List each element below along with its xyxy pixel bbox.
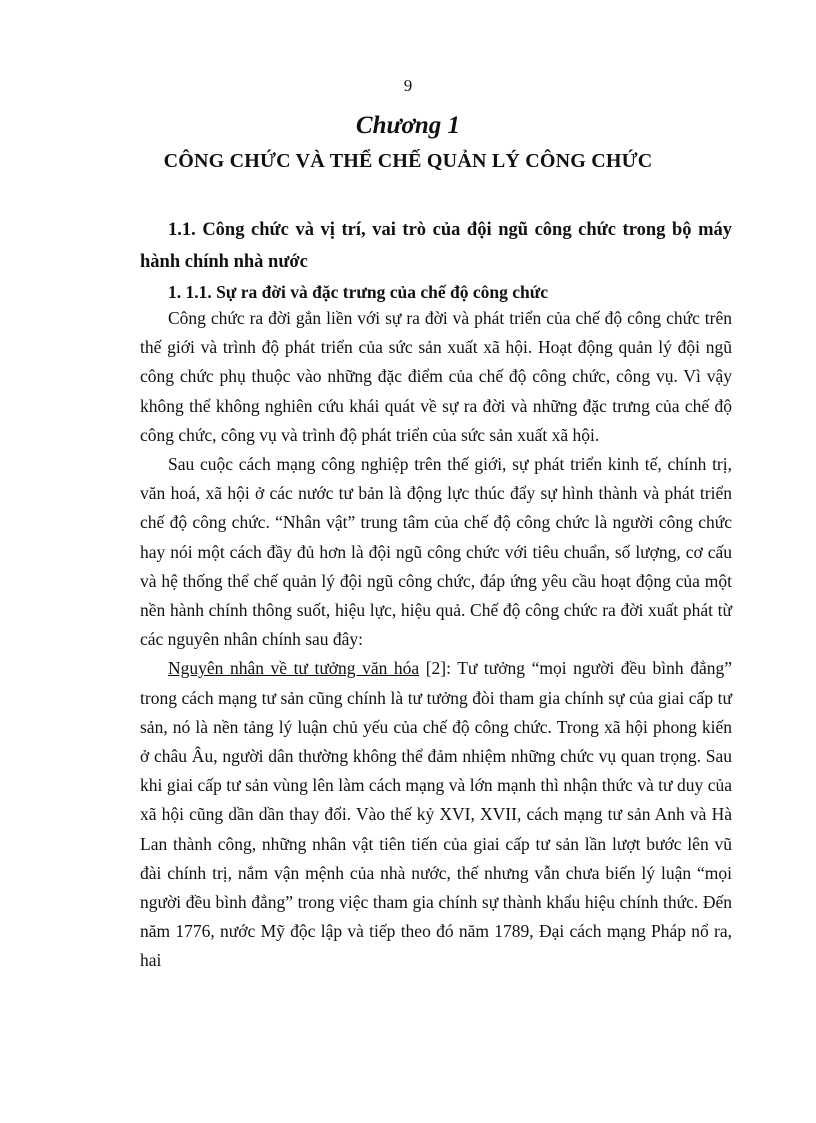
paragraph-text: [2]: Tư tưởng “mọi người đều bình đẳng” trong cách mạng tư sản cũng chính là tư tưởng đòi tham gia chính sự của giai cấp tư sản, nó là nền tảng lý luận chủ yếu của chế độ công chức. Trong xã hội phong kiến ở châu Âu, người dân thường không thể đảm nhiệm những chức vụ quan trọng. Sau khi giai cấp tư sản vùng lên làm cách mạng và lớn mạnh thì nhận thức và tư duy của xã hội cũng dần dần thay đổi. Vào thế kỷ XVI, XVII, cách mạng tư sản Anh và Hà Lan thành công, những nhân vật tiên tiến của giai cấp tư sản lần lượt bước lên vũ đài chính trị, nắm vận mệnh của nhà nước, thế nhưng vẫn chưa biến lý luận “mọi người đều bình đẳng” trong việc tham gia chính sự thành khẩu hiệu chính thức. Đến năm 1776, nước Mỹ độc lập và tiếp theo đó năm 1789, Đại cách mạng Pháp nổ ra, hai [140,658,732,971]
chapter-title: CÔNG CHỨC VÀ THỂ CHẾ QUẢN LÝ CÔNG CHỨC [163,150,653,172]
section-heading: 1.1. Công chức và vị trí, vai trò của đội ngũ công chức trong bộ máy hành chính nhà nước [140,220,732,272]
subsection-heading: 1. 1.1. Sự ra đời và đặc trưng của chế độ công chức [168,282,549,302]
body-text [140,304,732,976]
paragraph: Sau cuộc cách mạng công nghiệp trên thế giới, sự phát triển kinh tế, chính trị, văn hoá, xã hội ở các nước tư bản là động lực thúc đẩy sự hình thành và phát triển chế độ công chức. “Nhân vật” trung tâm của chế độ công chức là người công chức hay nói một cách đầy đủ hơn là đội ngũ công chức với tiêu chuẩn, số lượng, cơ cấu và hệ thống thể chế quản lý đội ngũ công chức, đáp ứng yêu cầu hoạt động của một nền hành chính thông suốt, hiệu lực, hiệu quả. Chế độ công chức ra đời xuất phát từ các nguyên nhân chính sau đây: [140,454,732,650]
paragraph: Công chức ra đời gắn liền với sự ra đời và phát triển của chế độ công chức trên thế giới và trình độ phát triển của sức sản xuất xã hội. Hoạt động quản lý đội ngũ công chức phụ thuộc vào những đặc điểm của chế độ công chức, công vụ. Vì vậy không thể không nghiên cứu khái quát về sự ra đời và những đặc trưng của chế độ công chức, công vụ và trình độ phát triển của sức sản xuất xã hội. [140,308,732,445]
paragraph [140,654,732,975]
page-number: 9 [403,76,413,95]
underlined-term: Nguyên nhân về tư tưởng văn hóa [168,658,420,679]
chapter-label: Chương 1 [355,112,461,139]
